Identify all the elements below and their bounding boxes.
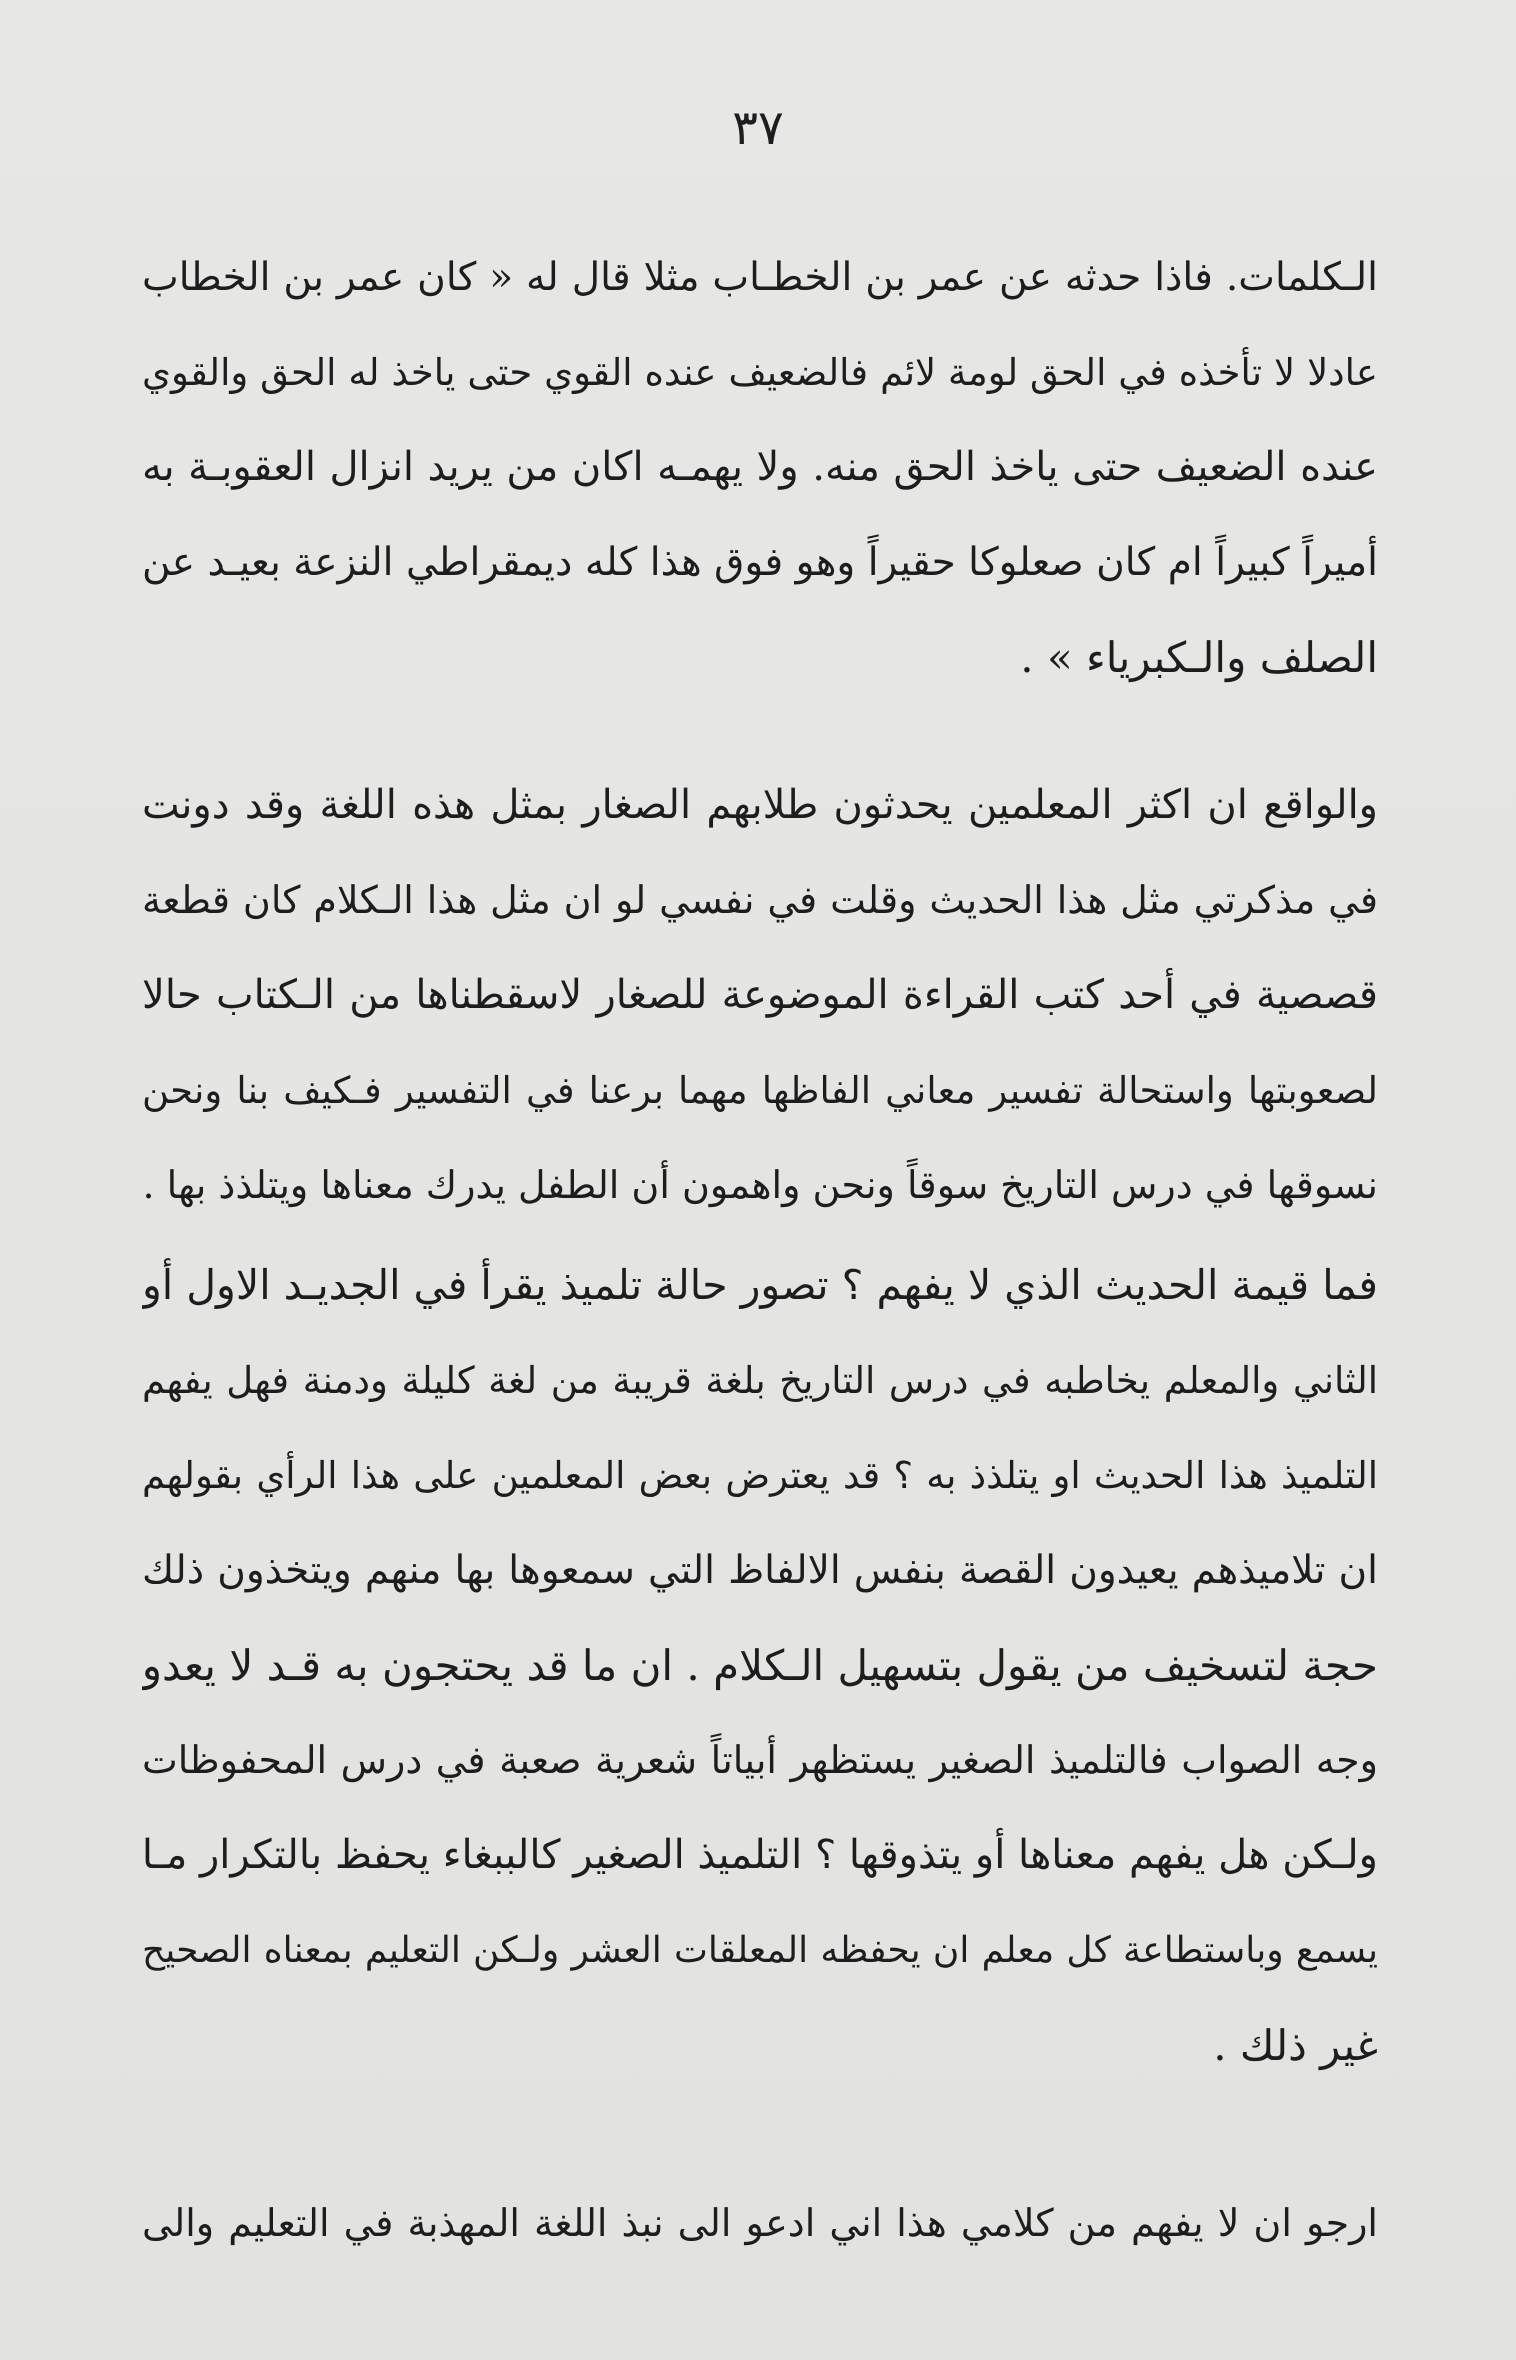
text-line: يسمع وباستطاعة كل معلم ان يحفظه المعلقات العشر ولـكن التعليم بمعناه الصحيح (142, 1930, 1378, 1971)
text-line: حجة لتسخيف من يقول بتسهيل الـكلام . ان ما قد يحتجون به قـد لا يعدو (142, 1641, 1378, 1690)
text-line: غير ذلك . (1213, 2021, 1378, 2070)
page-number: ٣٧ (732, 100, 784, 156)
text-line: في مذكرتي مثل هذا الحديث وقلت في نفسي لو ان مثل هذا الـكلام كان قطعة (142, 878, 1378, 922)
text-line: الثاني والمعلم يخاطبه في درس التاريخ بلغة قريبة من لغة كليلة ودمنة فهل يفهم (142, 1359, 1378, 1402)
text-line: قصصية في أحد كتب القراءة الموضوعة للصغار لاسقطناها من الـكتاب حالا (142, 972, 1378, 1018)
text-line: أميراً كبيراً ام كان صعلوكا حقيراً وهو فوق هذا كله ديمقراطي النزعة بعيـد عن (142, 540, 1378, 585)
paragraph-3 (142, 1238, 1378, 2093)
text-line: وجه الصواب فالتلميذ الصغير يستظهر أبياتاً شعرية صعبة في درس المحفوظات (142, 1738, 1378, 1782)
paragraph-2 (142, 758, 1378, 1233)
text-line: ولـكن هل يفهم معناها أو يتذوقها ؟ التلميذ الصغير كالببغاء يحفظ بالتكرار مـا (142, 1832, 1378, 1878)
text-line: لصعوبتها واستحالة تفسير معاني الفاظها مهما برعنا في التفسير فـكيف بنا ونحن (142, 1069, 1378, 1112)
text-line: والواقع ان اكثر المعلمين يحدثون طلابهم الصغار بمثل هذه اللغة وقد دونت (142, 782, 1378, 828)
text-line: عنده الضعيف حتى ياخذ الحق منه. ولا يهمـه اكان من يريد انزال العقوبـة به (142, 444, 1378, 490)
paragraph-4 (142, 2176, 1378, 2271)
text-line: فما قيمة الحديث الذي لا يفهم ؟ تصور حالة تلميذ يقرأ في الجديـد الاول أو (142, 1261, 1378, 1309)
text-line: التلميذ هذا الحديث او يتلذذ به ؟ قد يعترض بعض المعلمين على هذا الرأي بقولهم (142, 1454, 1378, 1497)
text-line: عادلا لا تأخذه في الحق لومة لائم فالضعيف عنده القوي حتى ياخذ له الحق والقوي (142, 351, 1378, 394)
text-line: نسوقها في درس التاريخ سوقاً ونحن واهمون أن الطفل يدرك معناها ويتلذذ بها . (142, 1163, 1378, 1207)
paragraph-1 (142, 230, 1378, 705)
text-line: ان تلاميذهم يعيدون القصة بنفس الالفاظ التي سمعوها بها منهم ويتخذون ذلك (142, 1548, 1378, 1593)
text-line: ارجو ان لا يفهم من كلامي هذا اني ادعو الى نبذ اللغة المهذبة في التعليم والى (142, 2201, 1378, 2245)
text-line: الـكلمات. فاذا حدثه عن عمر بن الخطـاب مثلا قال له « كان عمر بن الخطاب (142, 255, 1378, 300)
text-line: الصلف والـكبرياء » . (1020, 633, 1378, 682)
